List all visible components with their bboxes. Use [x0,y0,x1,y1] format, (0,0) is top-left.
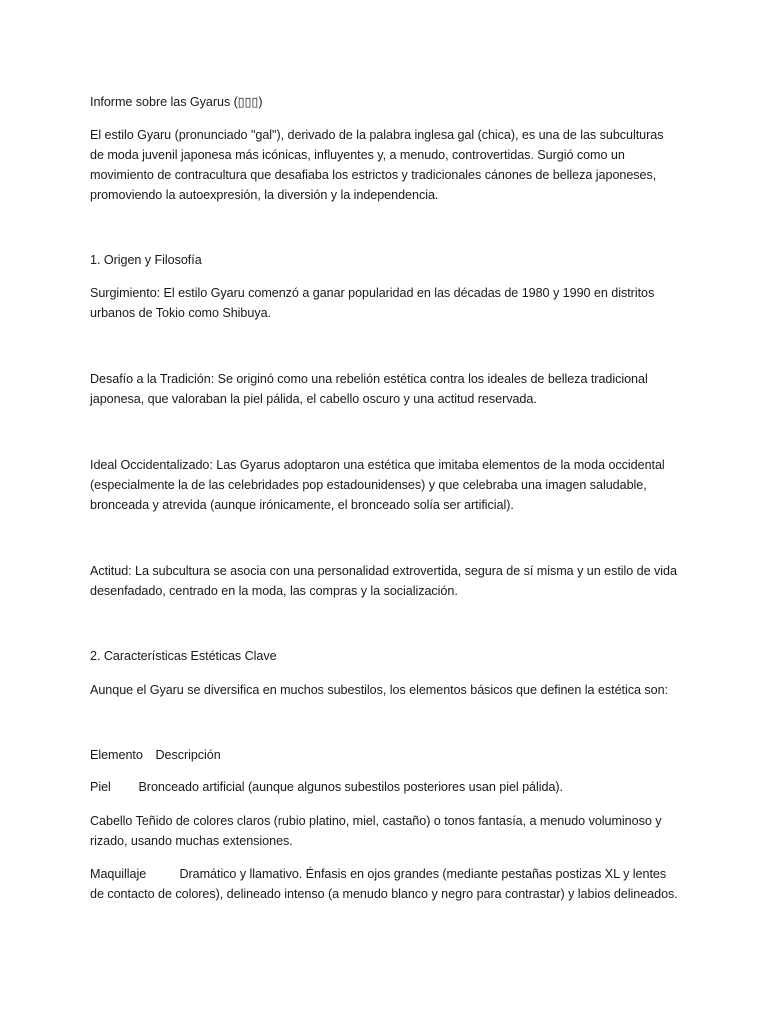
section-2-intro: Aunque el Gyaru se diversifica en muchos subestilos, los elementos básicos que definen la estética son: [90,683,668,697]
table-cell-element: Cabello [90,814,133,828]
table-header-element: Elemento [90,748,143,762]
table-header-row [90,745,680,765]
table-cell-description: Dramático y llamativo. Énfasis en ojos grandes (mediante pestañas postizas XL y lentes de contacto de colores), delineado intenso (a menudo blanco y negro para contrastar) y labios delineados. [90,867,678,901]
table-row [90,811,680,851]
table-row [90,864,680,904]
table-header-description: Descripción [155,748,221,762]
paragraph-actitud: Actitud: La subcultura se asocia con una personalidad extrovertida, segura de sí misma y un estilo de vida desenfadado, centrado en la moda, las compras y la socialización. [90,564,677,598]
paragraph-ideal: Ideal Occidentalizado: Las Gyarus adoptaron una estética que imitaba elementos de la moda occidental (especialmente la de las celebridades pop estadounidenses) y que celebraba una imagen saludable, bronceada y atrevida (aunque irónicamente, el bronceado solía ser artificial). [90,458,665,512]
intro-paragraph: El estilo Gyaru (pronunciado "gal"), derivado de la palabra inglesa gal (chica), es una de las subculturas de moda juvenil japonesa más icónicas, influyentes y, a menudo, controvertidas. Surgió como un movimiento de contracultura que desafiaba los estrictos y tradicionales cánones de belleza japoneses, promoviendo la autoexpresión, la diversión y la independencia. [90,128,664,202]
table-cell-element: Maquillaje [90,867,147,881]
document-title: Informe sobre las Gyarus (▯▯▯) [90,95,263,109]
section-2-heading: 2. Características Estéticas Clave [90,649,277,663]
table-cell-description: Teñido de colores claros (rubio platino, miel, castaño) o tonos fantasía, a menudo voluminoso y rizado, usando muchas extensiones. [90,814,662,848]
paragraph-desafio: Desafío a la Tradición: Se originó como una rebelión estética contra los ideales de belleza tradicional japonesa, que valoraban la piel pálida, el cabello oscuro y una actitud reservada. [90,372,648,406]
section-1-heading: 1. Origen y Filosofía [90,253,202,267]
table-cell-element: Piel [90,780,111,794]
table-cell-description: Bronceado artificial (aunque algunos subestilos posteriores usan piel pálida). [138,780,563,794]
paragraph-surgimiento: Surgimiento: El estilo Gyaru comenzó a ganar popularidad en las décadas de 1980 y 1990 en distritos urbanos de Tokio como Shibuya. [90,286,655,320]
table-row [90,777,680,797]
